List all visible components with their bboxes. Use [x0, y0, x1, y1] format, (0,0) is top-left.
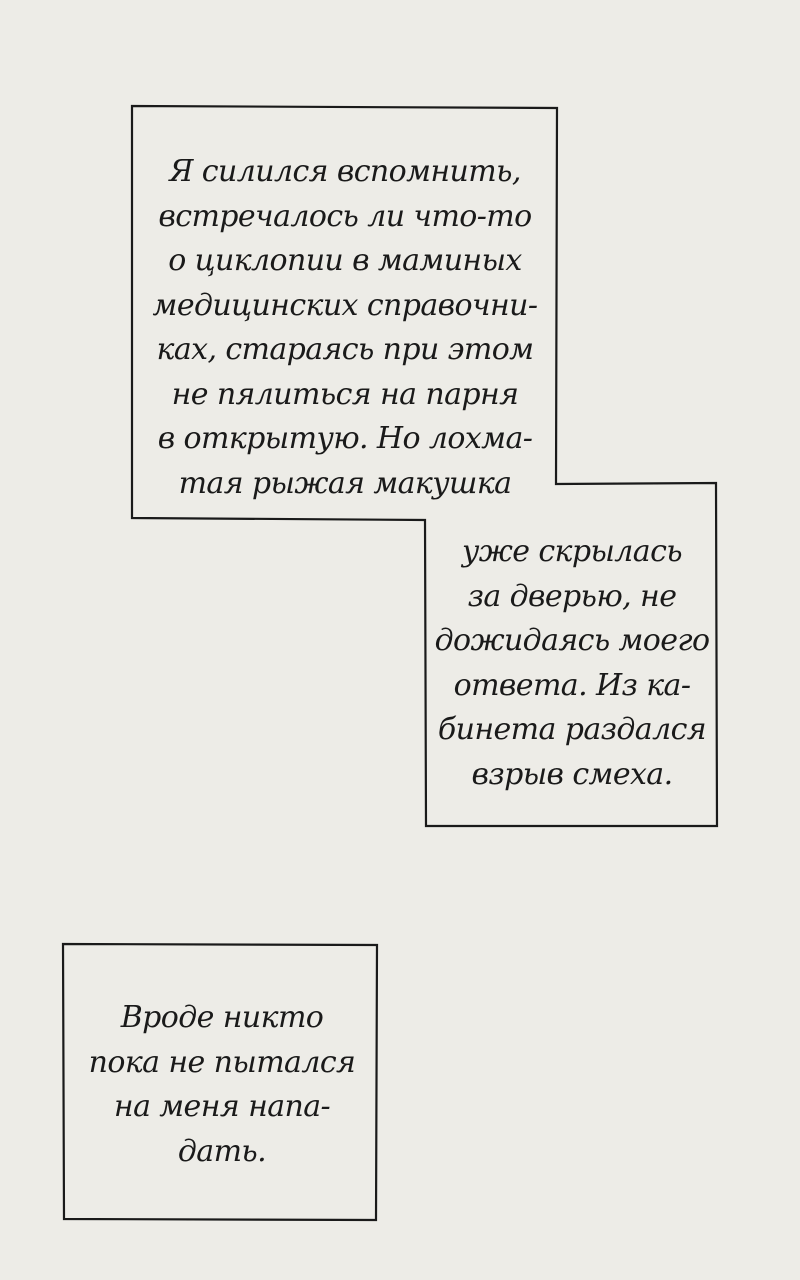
caption-line: ках, стараясь при этом: [156, 332, 534, 367]
caption-line: медицинских справочни-: [152, 287, 538, 323]
caption-line: ответа. Из ка-: [453, 667, 691, 703]
caption-line: дожидаясь моего: [434, 623, 710, 658]
caption-line: взрыв смеха.: [471, 756, 673, 792]
caption-line: не пялиться на парня: [171, 376, 519, 412]
caption-line: встречалось ли что-то: [158, 198, 532, 234]
caption-line: за дверью, не: [467, 578, 677, 614]
caption-line: Вроде никто: [120, 1000, 324, 1035]
caption-line: Я силился вспомнить,: [169, 154, 521, 189]
caption-line: уже скрылась: [461, 534, 683, 569]
caption-line: тая рыжая макушка: [178, 465, 512, 501]
caption-line: в открытую. Но лохма-: [157, 421, 533, 456]
caption-line: на меня напа-: [113, 1089, 331, 1124]
caption-line: дать.: [177, 1133, 267, 1169]
caption-text-3: [72, 996, 372, 1174]
caption-line: о циклопии в маминых: [168, 243, 522, 278]
caption-text-2: [432, 530, 712, 797]
caption-line: пока не пытался: [88, 1044, 356, 1080]
caption-text-1: [150, 150, 540, 506]
caption-line: бинета раздался: [437, 712, 707, 747]
